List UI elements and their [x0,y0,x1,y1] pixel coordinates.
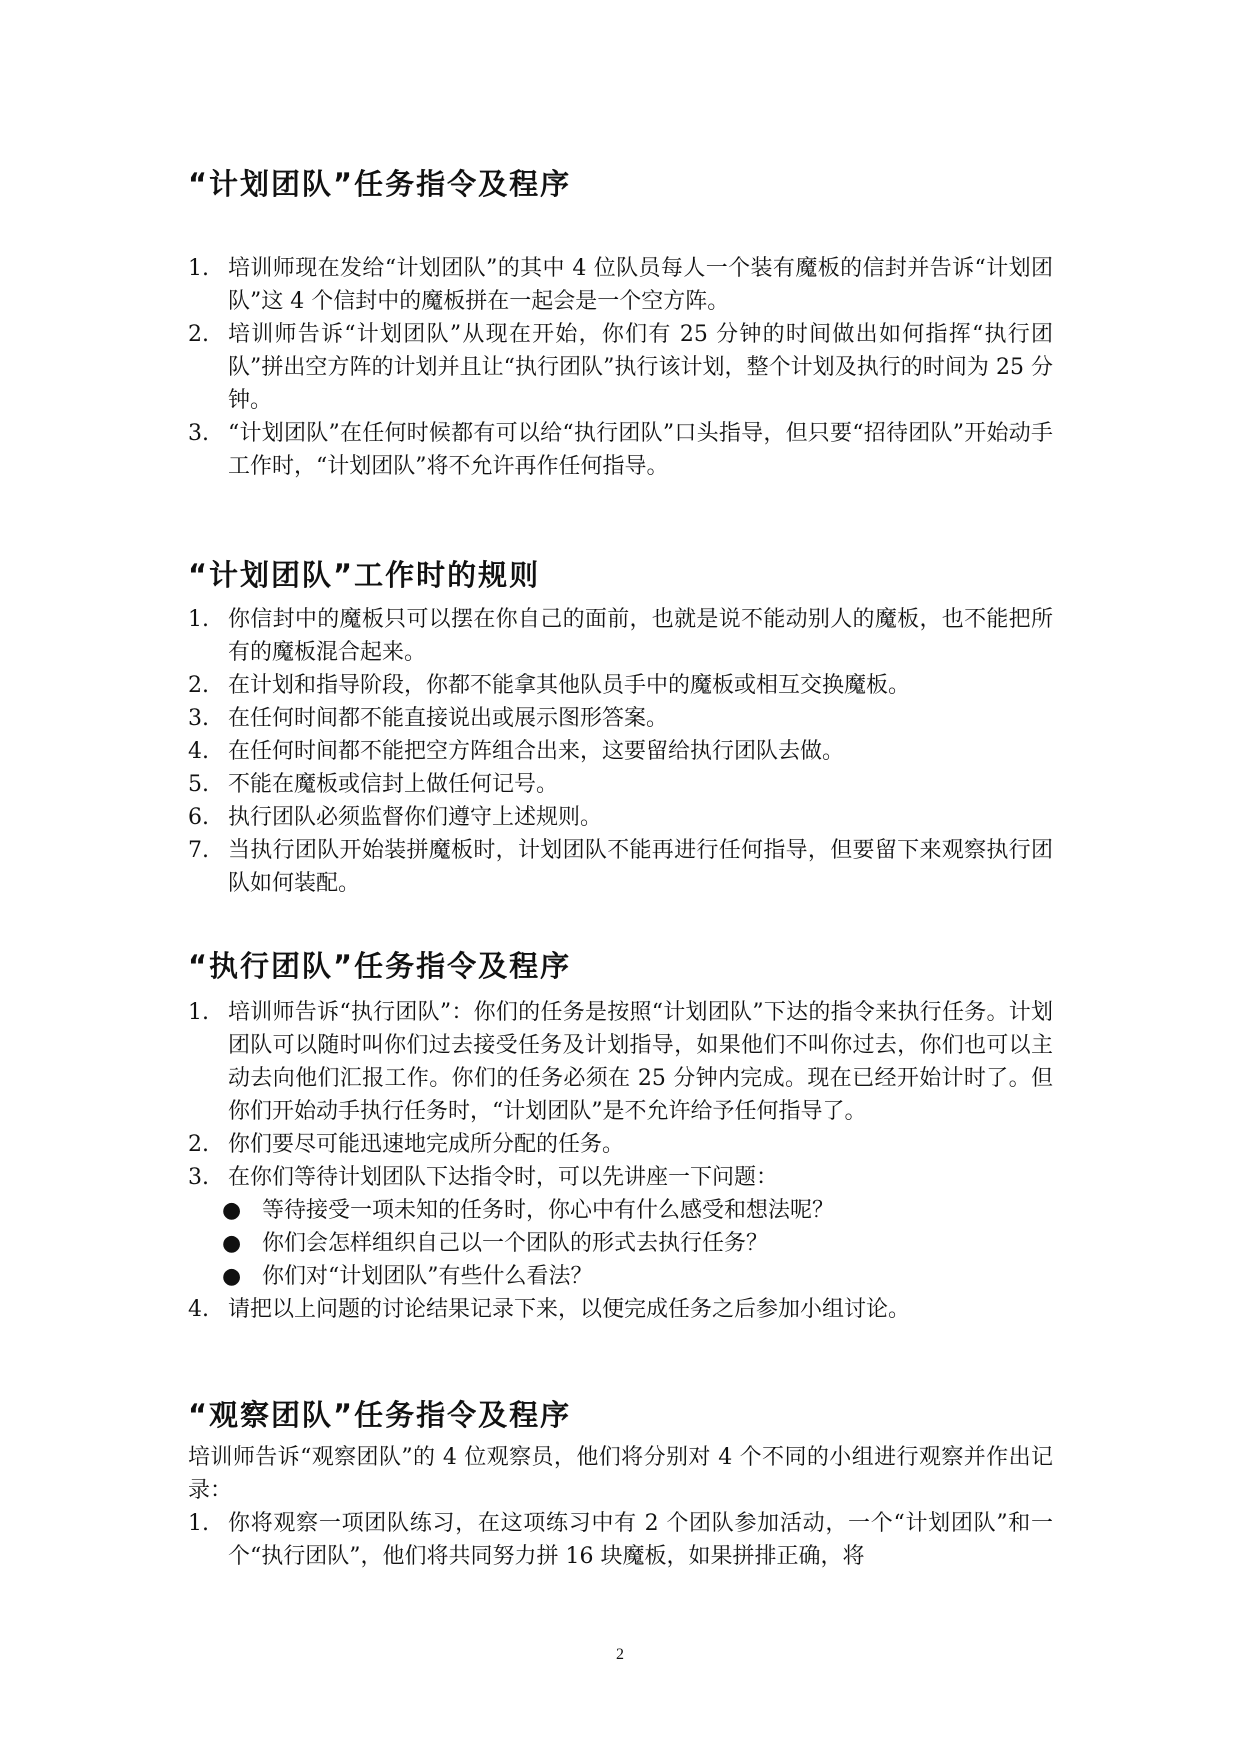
list-item [188,735,1053,768]
item-text: “计划团队”在任何时候都有可以给“执行团队”口头指导，但只要“招待团队”开始动手工作时，“计划团队”将不允许再作任何指导。 [228,421,1053,479]
item-text: 在任何时间都不能直接说出或展示图形答案。 [228,706,669,731]
numbered-list [188,603,1053,900]
list-item [188,1293,1053,1326]
bullet-text: 等待接受一项未知的任务时，你心中有什么感受和想法呢？ [262,1198,835,1223]
list-item [188,417,1053,483]
item-number: 3. [188,421,209,446]
list-item [188,1161,1053,1194]
item-number: 3. [188,706,209,731]
numbered-list [188,996,1053,1326]
bullet-item [188,1194,1053,1227]
item-text: 你将观察一项团队练习，在这项练习中有 2 个团队参加活动，一个“计划团队”和一个“执行团队”，他们将共同努力拼 16 块魔板，如果拼排正确，将 [228,1511,1053,1569]
item-text: 在计划和指导阶段，你都不能拿其他队员手中的魔板或相互交换魔板。 [228,673,911,698]
item-number: 5. [188,772,209,797]
page-number: 2 [616,1646,624,1663]
item-number: 1. [188,1000,209,1025]
section-plan-team-instructions [188,164,1053,483]
item-number: 2. [188,1132,209,1157]
list-item [188,801,1053,834]
numbered-list [188,252,1053,483]
list-item [188,669,1053,702]
item-number: 1. [188,607,209,632]
section-plan-team-rules [188,555,1053,900]
item-number: 4. [188,1297,209,1322]
list-item [188,702,1053,735]
list-item [188,996,1053,1128]
item-text: 培训师告诉“执行团队”：你们的任务是按照“计划团队”下达的指令来执行任务。计划团队可以随时叫你们过去接受任务及计划指导，如果他们不叫你过去，你们也可以主动去向他们汇报工作。你们的任务必须在 25 分钟内完成。现在已经开始计时了。但你们开始动手执行任务时，“计划团队”是不允许给予任何指导了。 [228,1000,1053,1124]
item-text: 不能在魔板或信封上做任何记号。 [228,772,559,797]
item-number: 4. [188,739,209,764]
item-number: 1. [188,1511,209,1536]
bullet-text: 你们对“计划团队”有些什么看法？ [262,1264,593,1289]
item-text: 执行团队必须监督你们遵守上述规则。 [228,805,603,830]
section-observation-team-instructions [188,1395,1053,1573]
section-heading: “执行团队”任务指令及程序 [188,949,572,983]
bullet-icon: ● [222,1198,242,1223]
bullet-item [188,1260,1053,1293]
list-item [188,1128,1053,1161]
item-text: 请把以上问题的讨论结果记录下来，以便完成任务之后参加小组讨论。 [228,1297,911,1322]
item-number: 6. [188,805,209,830]
item-text: 在你们等待计划团队下达指令时，可以先讲座一下问题： [228,1165,779,1190]
numbered-list [188,1507,1053,1573]
bullet-text: 你们会怎样组织自己以一个团队的形式去执行任务？ [262,1231,769,1256]
section-intro: 培训师告诉“观察团队”的 4 位观察员，他们将分别对 4 个不同的小组进行观察并作出记录： [188,1445,1053,1503]
list-item [188,1507,1053,1573]
item-text: 你信封中的魔板只可以摆在你自己的面前，也就是说不能动别人的魔板，也不能把所有的魔板混合起来。 [228,607,1053,665]
item-number: 1. [188,256,209,281]
item-number: 3. [188,1165,209,1190]
item-text: 当执行团队开始装拼魔板时，计划团队不能再进行任何指导，但要留下来观察执行团队如何装配。 [228,838,1053,896]
item-text: 在任何时间都不能把空方阵组合出来，这要留给执行团队去做。 [228,739,845,764]
item-number: 2. [188,673,209,698]
section-heading: “观察团队”任务指令及程序 [188,1398,572,1432]
item-text: 培训师告诉“计划团队”从现在开始，你们有 25 分钟的时间做出如何指挥“执行团队”拼出空方阵的计划并且让“执行团队”执行该计划，整个计划及执行的时间为 25 分钟。 [228,322,1053,413]
item-text: 培训师现在发给“计划团队”的其中 4 位队员每人一个装有魔板的信封并告诉“计划团队”这 4 个信封中的魔板拼在一起会是一个空方阵。 [228,256,1053,314]
list-item [188,252,1053,318]
section-execution-team-instructions [188,946,1053,1326]
list-item [188,318,1053,417]
bullet-icon: ● [222,1264,242,1289]
item-text: 你们要尽可能迅速地完成所分配的任务。 [228,1132,625,1157]
list-item [188,603,1053,669]
section-heading: “计划团队”工作时的规则 [188,558,541,592]
item-number: 7. [188,838,209,863]
bullet-icon: ● [222,1231,242,1256]
list-item [188,834,1053,900]
list-item [188,768,1053,801]
bullet-item [188,1227,1053,1260]
item-number: 2. [188,322,209,347]
section-heading: “计划团队”任务指令及程序 [188,167,572,201]
